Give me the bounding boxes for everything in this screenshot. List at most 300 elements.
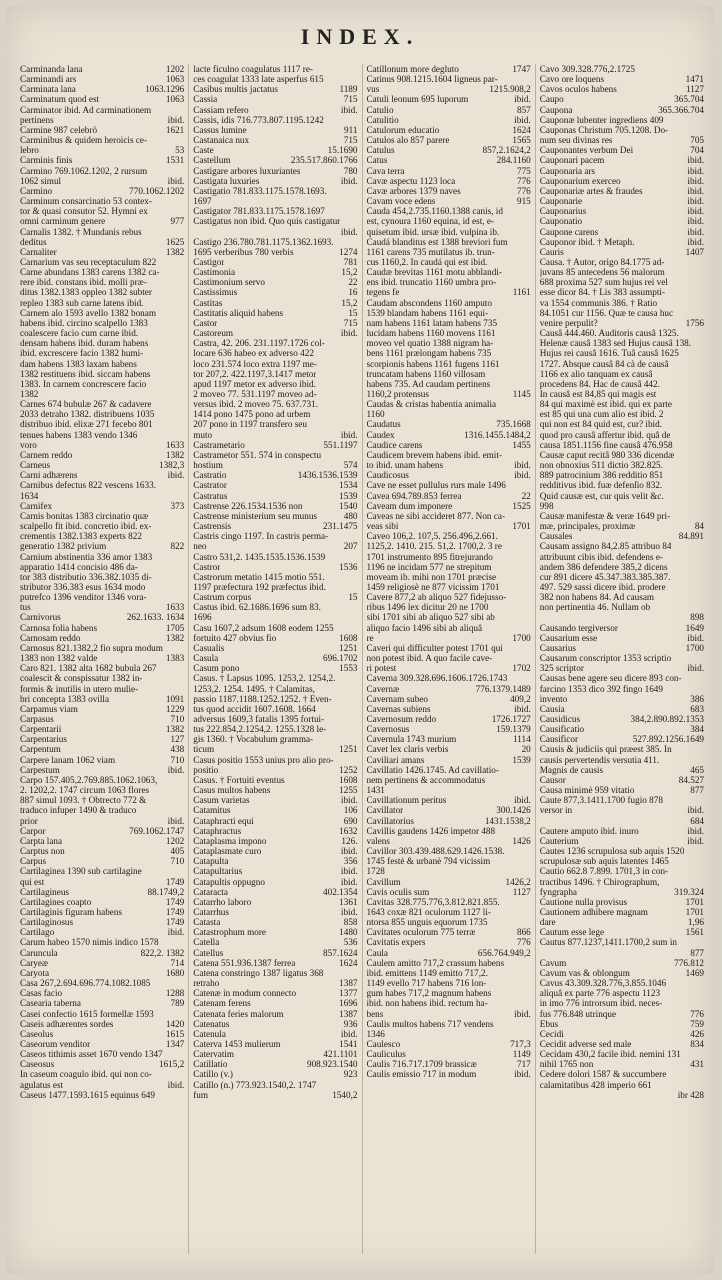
index-entry-term: Castrametor 551. 574 in conspectu [193,449,322,460]
index-entry-term: apparatio 1414 concisio 486 da- [20,561,138,572]
index-entry-reference: 1540 [339,500,358,511]
index-entry [20,785,184,795]
index-entry-reference: 1701 [685,906,704,917]
index-entry [20,988,184,998]
index-entry-reference: 235.517.860.1766 [290,155,358,166]
index-entry-reference: 1382,3 [158,460,185,471]
index-entry [540,257,704,267]
index-entry [193,84,357,94]
index-entry-term: Castrense ministerium seu munus [193,510,318,521]
index-entry [367,308,531,318]
index-entry-reference: 1063 [165,74,185,85]
index-entry-reference: 1553 [339,663,358,674]
index-entry-term: Cavillationum peritus [366,795,447,806]
index-entry-term: Cataplasmate curo [193,846,262,857]
index-entry-reference: 1189 [339,84,358,95]
index-entry [540,491,704,501]
index-entry [540,379,704,389]
index-entry [193,460,357,470]
index-entry-reference: 710 [170,714,185,724]
index-entry-term: Catena constringo 1387 ligatus 368 [193,967,324,978]
index-entry [367,582,531,592]
index-entry-reference: ibid. [687,835,704,846]
index-entry-term: Causis & judiciis qui præest 385. In [539,744,672,755]
index-entry-term: 1634 [20,490,39,501]
index-entry-term: Causando tergiversor [539,622,618,633]
index-entry-term: 889 patrocinium 386 redditio 851 [539,470,664,481]
index-entry-term: tor 383 distributio 336.382.1035 di- [20,571,152,582]
index-entry [20,1009,184,1019]
index-entry-term: generatio 1382 privium [20,541,107,552]
index-entry [20,1019,184,1029]
index-entry [540,74,704,84]
index-entry-term: Cauponari pacem [539,155,605,166]
index-entry-reference: 1680 [165,967,185,978]
index-entry-term: tenues habens 1383 vendo 1346 [20,429,138,440]
index-entry [540,897,704,907]
index-entry-term: tractibus 1496. † Chirographum, [539,876,660,887]
index-entry-term: va 1554 communis 386. † Ratio [539,297,658,308]
index-entry-term: Cauponarie [539,196,583,207]
index-entry-term: Cavernæ [366,683,400,694]
index-entry-term: Cavo 309.328.776,2.1725 [539,64,635,74]
index-entry-term: Caterva 1453 mulierum [193,1039,281,1049]
index-entry-term: quod pro causâ affertur ibid. quâ de [539,429,671,440]
index-entry [20,145,184,155]
index-entry-reference: 684 [690,815,704,826]
index-entry [193,237,357,247]
index-entry [367,755,531,765]
index-entry-term: Carnosam reddo [20,632,81,643]
index-entry [540,430,704,440]
index-entry-term: formis & inutilis in utero mulie- [20,683,139,694]
index-entry-reference: 1149 [512,1049,531,1060]
index-entry-reference: ibid. [514,795,531,806]
index-entry-term: juvans 85 antecedens 56 malorum [539,267,665,278]
index-entry [540,1080,704,1090]
index-entry-term: Causificatio [539,724,585,735]
index-entry-reference: 159.1379 [496,724,531,735]
index-entry-reference: ibid. [514,1008,531,1019]
index-entry [193,318,357,328]
index-entry [20,795,184,805]
index-entry-term: Casibus multis jactatus [193,84,278,95]
index-entry [20,663,184,673]
index-entry [20,948,184,958]
index-entry [367,125,531,135]
index-entry [540,1029,704,1039]
index-entry [20,359,184,369]
index-entry-reference: 1539 [512,754,531,765]
index-entry-term: Causarium esse [539,632,598,643]
index-entry-term: tus quod accidit 1607.1608. 1664 [193,703,316,714]
index-entry [540,318,704,328]
index-entry [367,460,531,470]
index-entry-term: Caute 877,3.1411.1700 fugio 878 [539,795,663,806]
index-entry-reference: 365.704 [674,94,704,105]
index-entry-term: versor in [539,805,573,816]
index-entry [20,704,184,714]
index-entry-term: Castrametario [193,439,245,450]
index-entry-reference: 1633 [165,439,185,450]
index-entry-reference: 1608 [339,774,358,785]
index-entry [193,1049,357,1059]
index-entry-term: Casualis [193,642,225,653]
index-entry-reference: 1431.1538,2 [484,815,531,826]
index-entry-term: Cauponarius [539,206,587,217]
index-entry-reference: 710 [170,856,185,867]
index-entry [20,602,184,612]
index-entry [193,308,357,318]
index-entry [367,145,531,155]
index-entry [367,877,531,887]
index-entry [20,724,184,734]
index-entry [193,298,357,308]
index-entry [540,1069,704,1079]
index-entry [193,775,357,785]
index-entry-term: Cavillator [366,805,404,816]
index-entry [193,1009,357,1019]
index-entry-term: 1697 [193,196,212,207]
index-entry [20,501,184,511]
index-entry-term: Caverna 309.328.696.1606.1726.1743 [366,673,508,684]
index-entry [367,775,531,785]
index-entry-term: 1728 [366,866,385,877]
index-entry-term: Caupone carens [539,226,599,237]
index-entry-term: Carpamus viam [20,703,78,714]
index-entry [540,470,704,480]
index-entry-term: Ebus [539,1018,559,1029]
index-entry-reference: 421.1101 [323,1049,358,1060]
index-entry-reference: ibid. [687,165,704,176]
index-entry-term: quisetum ibid. ursæ ibid. vulpina ib. [366,226,500,237]
index-entry-reference: 88.1749,2 [147,886,185,897]
index-entry [367,1069,531,1079]
index-entry [193,948,357,958]
index-entry-reference: 1539 [339,490,358,501]
index-entry-term: omni carminum genere [20,216,106,227]
index-entry-term: Catena 551.936.1387 ferrea [193,957,296,968]
index-entry [20,125,184,135]
index-entry-term: tegens fe [366,287,400,298]
index-entry [20,480,184,490]
index-entry-term: procedens 84. Hac de causâ 442. [539,378,660,389]
index-entry-term: Carnis bonitas 1383 circinatio quæ [20,510,149,521]
index-entry-term: Causarum conscriptor 1353 scriptio [539,653,672,664]
index-entry-term: bens 1161 prælongam habens 735 [366,348,492,359]
index-entry-term: ntorsa 855 unguis equorum 1735 [366,917,488,928]
index-entry-term: Cauponatio [539,216,583,227]
index-entry [193,430,357,440]
index-entry-term: Catenata feries malorum [193,1008,284,1019]
index-entry-term: 1346 [366,1028,385,1039]
index-entry-reference: 705 [690,135,704,146]
index-entry [193,602,357,612]
index-entry-term: 1382 restituens ibid. siccam habens [20,368,151,379]
index-entry [20,369,184,379]
index-entry-term: Cauponarium exerceo [539,175,621,186]
index-entry-reference: 1383 [165,653,185,664]
index-entry [540,734,704,744]
index-entry-term: tor 207,2. 422.1197,3.1417 metor [193,368,317,379]
index-entry-reference: 207 [343,541,358,552]
index-entry [367,1009,531,1019]
index-entry-reference: ibid. [687,226,704,237]
index-entry-term: ces coagulat 1333 late asperfus 615 [193,74,324,85]
index-entry [367,897,531,907]
index-entry-term: num seu divinas res [539,135,613,146]
index-entry-reference: 1624 [512,124,531,135]
index-entry-reference: 704 [690,145,704,156]
index-entry [193,369,357,379]
index-entry-reference: 1274 [339,246,358,257]
index-entry [20,521,184,531]
index-entry-term: Castigata luxuries [193,175,260,186]
index-entry-reference: 574 [343,460,358,471]
index-entry [20,287,184,297]
index-entry-reference: 438 [170,744,185,755]
index-entry-term: Cartilagines coapto [20,896,92,907]
index-entry [20,572,184,582]
index-entry [20,196,184,206]
index-entry-term: non potest ibid. A quo facile cave- [366,653,493,664]
index-entry-reference: 126. [341,835,358,846]
index-entry-term: Castellum [193,155,231,166]
index-entry-term: Causificor [539,734,579,745]
index-entry-term: gum habes 717,2 magnum habens [366,988,492,999]
index-column-2 [188,64,357,1254]
index-entry-reference: 1407 [685,246,704,257]
index-entry-term: Carnibus defectus 822 vescens 1633. [20,480,156,491]
index-entry-term: Casas facio [20,988,63,999]
index-entry [367,694,531,704]
index-entry-term: Carminator ibid. Ad carminationem [20,104,152,115]
index-entry-reference: 1747 [512,64,531,74]
index-entry [367,633,531,643]
index-entry-term: Castigare arbores luxuriantes [193,165,301,176]
index-entry [193,1019,357,1029]
index-entry-term: scrupulosæ sub aquis latentes 1465 [539,856,669,867]
index-entry-reference: 915 [516,196,531,207]
index-entry [540,267,704,277]
index-entry [367,795,531,805]
index-entry-term: Carminibus & quidem heroicis ce- [20,135,148,146]
index-entry-reference: 1534 [339,480,358,491]
index-entry-term: Catasta [193,917,221,928]
index-entry-reference: ibid. [167,470,185,481]
index-entry-term: Caudicem brevem habens ibid. emit- [366,449,502,460]
index-entry-term: Carpasus [20,714,54,724]
index-entry [540,704,704,714]
index-entry [367,1039,531,1049]
index-entry-reference: 857 [516,104,531,115]
index-entry-reference: 1749 [165,896,185,907]
index-entry [193,531,357,541]
index-entry [540,937,704,947]
index-entry-term: Casum pono [193,663,240,674]
index-entry-term: neo [193,541,207,552]
index-entry [20,94,184,104]
index-entry-term: Cauris [539,246,564,257]
index-entry [540,694,704,704]
index-entry-reference: ibid. [514,1069,531,1080]
index-entry-term: Castoreum [193,328,234,339]
index-entry-term: Caveas ne sibi accideret 877. Non ca- [366,510,506,521]
index-entry-reference: 1161 [512,287,531,298]
index-entry [20,206,184,216]
index-entry-term: 1696 [193,612,212,623]
index-entry [540,84,704,94]
index-entry-term: nam habens 1161 latam habens 735 [366,317,498,328]
index-entry-term: Caseolus [20,1028,54,1039]
index-entry-reference: ibid. [340,328,358,339]
index-entry-term: Castigo 236.780.781.1175.1362.1693. [193,236,334,247]
index-entry-term: mæ, principales, proximæ [539,521,636,532]
index-entry [20,653,184,663]
index-entry [540,552,704,562]
index-entry-reference: 1202 [165,64,185,74]
index-entry [367,511,531,521]
index-entry [193,440,357,450]
index-entry-reference: 1229 [165,703,185,714]
index-entry [367,176,531,186]
index-entry-reference: 384 [690,724,704,735]
index-entry-term: Cavea 694.789.853 ferrea [366,490,462,501]
index-entry [20,389,184,399]
index-entry-reference: ibid. [687,236,704,247]
index-entry [193,196,357,206]
index-entry-term: Cavitates oculorum 775 terræ [366,927,476,938]
index-entry-term: Cassiam refero [193,104,249,115]
index-entry-term: Castigatus non ibid. Quo quis castigatur [193,216,341,227]
index-entry-term: Catenam ferens [193,998,251,1009]
index-entry [20,338,184,348]
index-entry-term: Caryota [20,967,50,978]
index-entry-reference: ibid. [687,185,704,196]
index-entry-term: habens ibid. circino scalpello 1383 [20,317,148,328]
index-entry-term: Castro 531,2. 1435.1535.1536.1539 [193,551,326,562]
index-entry-term: 1383 non 1382 valde [20,653,98,664]
index-entry [193,694,357,704]
index-entry [367,389,531,399]
index-entry-term: esse dicor 84. † Lis 383 assumpti- [539,287,666,298]
index-entry-reference: ibid. [167,764,185,775]
index-entry-term: In causâ est 84,85 qui magis est [539,389,657,399]
index-entry-reference: ibid. [340,846,358,857]
index-entry-term: Catulorum educatio [366,124,440,135]
index-entry [20,511,184,521]
index-entry [193,856,357,866]
index-entry-reference: 1255 [339,785,358,796]
index-entry-term: moveo vel quatio 1388 nigram ha- [366,338,494,349]
index-entry-term: Carnifex [20,500,53,511]
index-entry [367,937,531,947]
index-entry-term: Castra, 42. 206. 231.1197.1726 col- [193,338,325,349]
index-entry-term: Cassus lumine [193,124,247,135]
index-entry-term: Cataphracti equi [193,815,254,826]
index-entry [20,877,184,887]
index-entry-reference: 1382 [165,246,185,257]
index-entry-term: 1166 ex alio tanquam ex causâ [539,368,653,379]
index-entry [367,1049,531,1059]
index-entry-term: Carnem alo 1593 avello 1382 bonam [20,307,156,318]
index-entry-term: Cavillatorius [366,815,414,826]
index-entry-term: dam habens 1383 laxam habens [20,358,137,369]
index-entry [20,927,184,937]
index-entry-term: Causæ caput recitâ 980 336 dicendæ [539,449,675,460]
index-entry-term: 1431 [366,785,385,796]
index-entry-reference: 1063.1296 [145,84,185,95]
index-entry-term: Cecidit adverse sed male [539,1039,632,1049]
index-entry-term: Cautus 877.1237,1411.1700,2 sum in [539,937,677,948]
index-entry [367,470,531,480]
index-entry-reference: ibid. [514,114,531,125]
index-entry [20,1080,184,1090]
index-entry-term: attribuunt cibis ibid. defendens e- [539,551,663,562]
index-entry [193,247,357,257]
index-entry-reference: 1288 [165,988,185,999]
index-entry [367,419,531,429]
index-entry [540,714,704,724]
index-entry-reference: 877 [690,947,704,958]
index-entry [540,247,704,257]
index-entry-term: 84 qui maximè est ibid. qui ex parte [539,399,672,410]
index-entry-term: retraho [193,978,220,989]
index-entry-term: Casus multos habens [193,785,271,796]
index-entry [367,541,531,551]
index-entry-reference: 1632 [339,825,358,836]
index-entry [193,135,357,145]
index-entry [367,237,531,247]
index-entry [193,257,357,267]
index-entry [193,978,357,988]
index-entry-term: Caseus 1477.1593.1615 equinus 649 [20,1089,155,1100]
index-entry-term: Caruncula [20,947,58,958]
index-entry-term: ibid. emittens 1149 emitto 717,2. [366,967,488,978]
index-entry-term: non obnoxius 511 dictio 382.825. [539,460,663,471]
index-entry [540,582,704,592]
index-entry [540,176,704,186]
index-entry-term: Catulio [366,104,394,115]
index-entry-reference: 1756 [685,317,704,328]
index-entry-term: 84.1051 cur 1156. Quæ te causa huc [539,307,674,318]
index-entry [540,308,704,318]
index-entry-term: lucidam habens 1160 movens 1161 [366,328,496,339]
index-entry-reference: 776 [516,175,531,186]
index-entry-term: Casula [193,653,219,664]
index-entry-term: Castrator [193,480,227,491]
index-entry-reference: 735.1668 [496,419,531,430]
index-entry [367,643,531,653]
index-entry-reference: ibid. [340,104,358,115]
index-entry-term: Causa minimè 959 vitatio [539,785,635,796]
index-entry [540,1009,704,1019]
index-entry-reference: ibid. [167,927,185,938]
index-entry-term: Cavos oculos habens [539,84,617,95]
index-entry-term: Cartilagineus [20,886,69,897]
index-entry [367,409,531,419]
index-entry-term: Castanaica nux [193,135,250,146]
index-entry-term: Cavillor 303.439.488.629.1426.1538. [366,846,505,857]
index-entry-reference: ibid. [340,175,358,186]
index-entry [540,1039,704,1049]
index-entry-reference: 1702 [512,663,531,674]
index-entry-term: fyngrapha [539,886,577,897]
index-entry-term: Caseorum venditor [20,1039,91,1049]
index-entry [193,907,357,917]
index-entry [540,328,704,338]
index-entry-reference: 22 [521,490,531,501]
